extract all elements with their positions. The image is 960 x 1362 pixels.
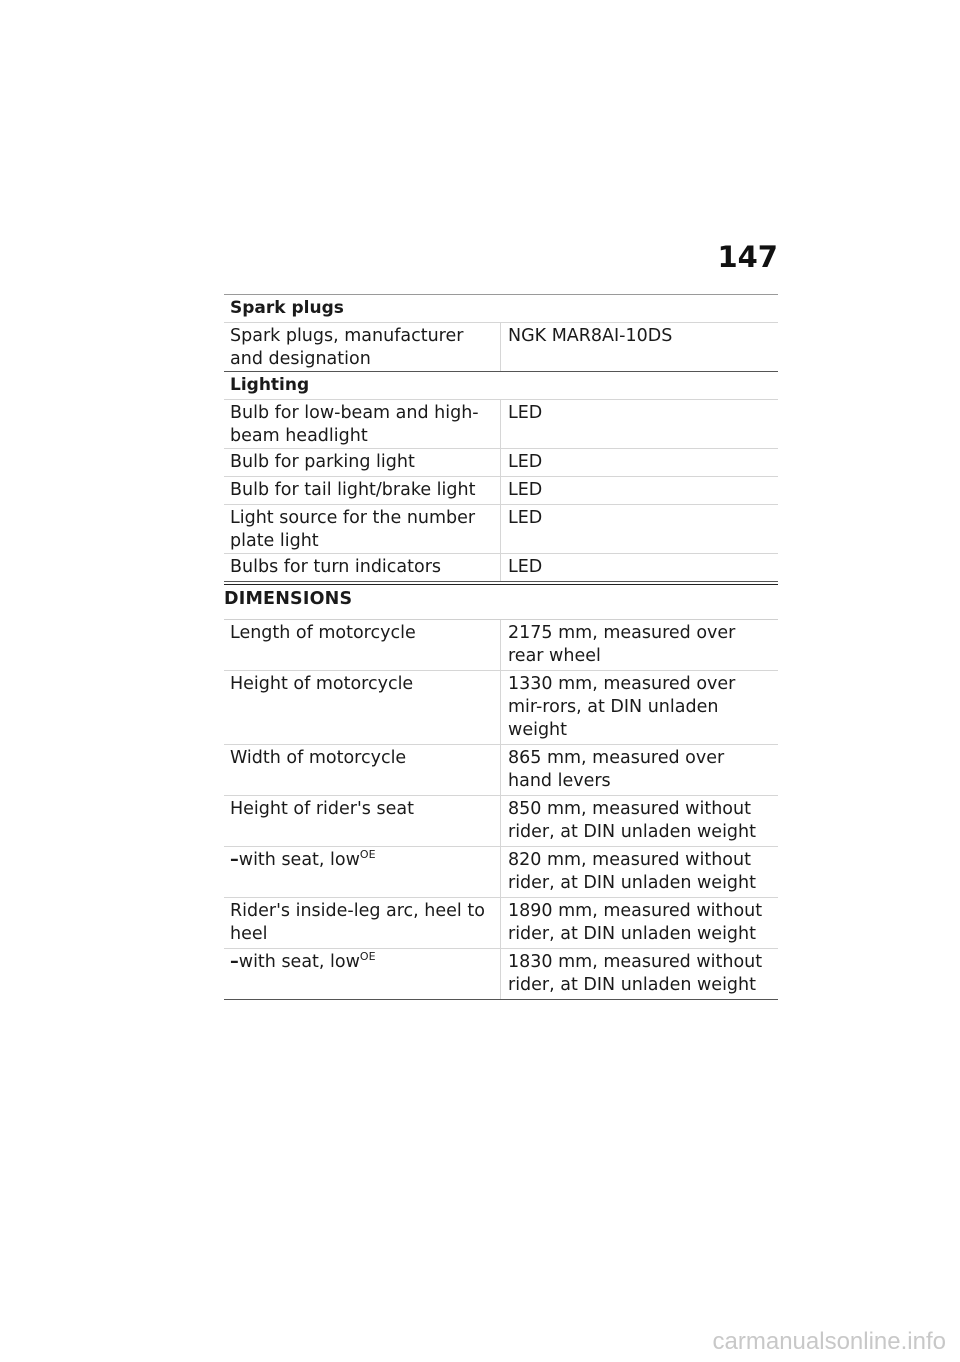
row-value: 865 mm, measured over hand levers — [500, 745, 778, 795]
table-row — [224, 745, 778, 796]
row-label — [224, 847, 500, 895]
table-row — [224, 671, 778, 745]
dimensions-heading: DIMENSIONS — [224, 584, 778, 609]
row-label: Spark plugs, manufacturer and designation — [230, 326, 464, 369]
row-value: 850 mm, measured without rider, at DIN unladen weight — [500, 796, 778, 846]
row-label — [224, 949, 500, 997]
table-row — [224, 400, 778, 449]
table-row — [224, 505, 778, 554]
watermark[interactable]: carmanualsonline.info — [712, 1328, 946, 1355]
dash-marker: – — [230, 850, 239, 870]
row-label: Bulbs for turn indicators — [230, 557, 442, 577]
dimensions-table — [224, 619, 778, 1000]
table-row — [224, 898, 778, 949]
row-label: Rider's inside-leg arc, heel to heel — [230, 901, 485, 944]
row-value: LED — [500, 400, 778, 448]
row-value: LED — [500, 449, 778, 476]
row-value: LED — [500, 505, 778, 553]
row-label: Bulb for parking light — [230, 452, 415, 472]
row-label-text: with seat, low — [238, 850, 360, 870]
row-label: Bulb for low-beam and high-beam headlight — [230, 403, 479, 446]
row-label-text: with seat, low — [238, 952, 360, 972]
option-superscript: OE — [359, 848, 376, 861]
row-label: Height of rider's seat — [230, 799, 414, 819]
table-row — [224, 796, 778, 847]
row-value: NGK MAR8AI-10DS — [500, 323, 778, 371]
section-title-lighting: Lighting — [224, 372, 778, 400]
row-label: Light source for the number plate light — [230, 508, 476, 551]
row-label: Height of motorcycle — [230, 674, 414, 694]
row-value: 1890 mm, measured without rider, at DIN unladen weight — [500, 898, 778, 948]
table-row — [224, 554, 778, 582]
option-superscript: OE — [359, 950, 376, 963]
spark-plugs-lighting-table — [224, 294, 778, 582]
table-row — [224, 477, 778, 505]
table-row — [224, 323, 778, 372]
dash-marker: – — [230, 952, 239, 972]
page-number: 147 — [717, 240, 778, 274]
row-value: 2175 mm, measured over rear wheel — [500, 620, 778, 670]
row-value: LED — [500, 554, 778, 581]
table-row — [224, 449, 778, 477]
row-value: 1830 mm, measured without rider, at DIN unladen weight — [500, 949, 778, 999]
row-value: 1330 mm, measured over mir-rors, at DIN unladen weight — [500, 671, 778, 744]
row-label: Bulb for tail light/brake light — [230, 480, 476, 500]
table-row — [224, 620, 778, 671]
table-row — [224, 949, 778, 1000]
table-row — [224, 847, 778, 898]
row-value: LED — [500, 477, 778, 504]
row-label: Width of motorcycle — [230, 748, 407, 768]
row-value: 820 mm, measured without rider, at DIN unladen weight — [500, 847, 778, 897]
section-title-spark-plugs: Spark plugs — [224, 295, 778, 323]
row-label: Length of motorcycle — [230, 623, 416, 643]
